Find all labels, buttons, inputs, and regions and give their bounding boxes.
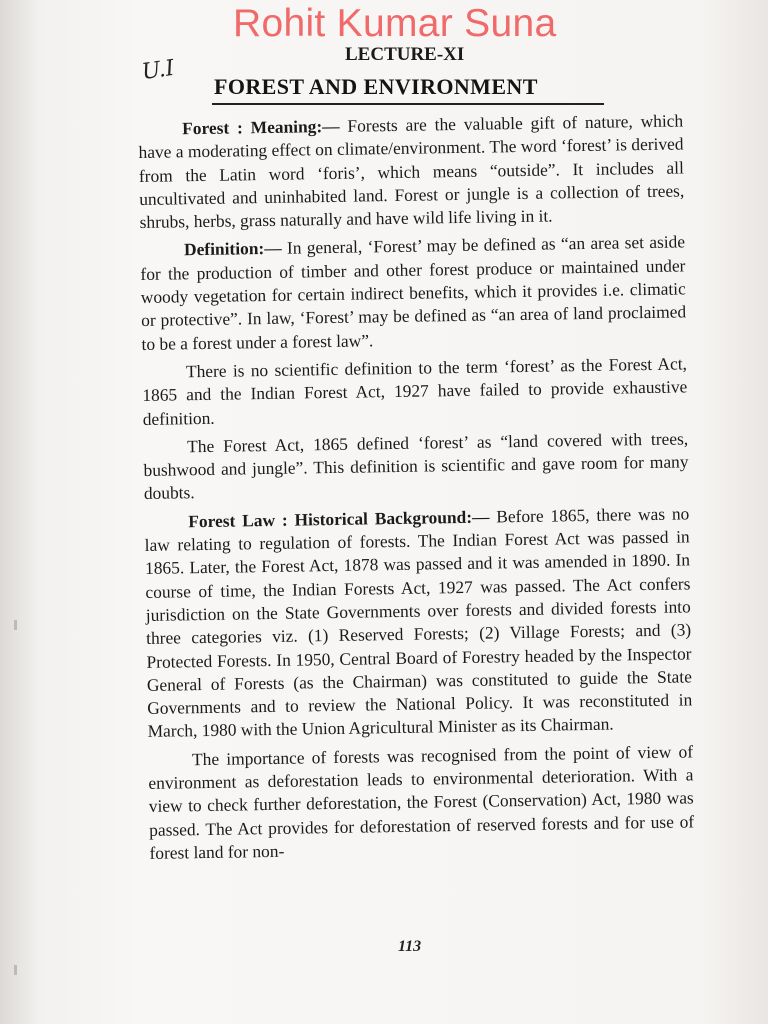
title-underline [212,103,604,105]
paragraph-no-scientific-definition [142,352,688,430]
paragraph-lead: Definition:— [183,238,282,260]
paragraph-text: The importance of forests was recognised from the point of view of environment as deforestation leads to environmental deterioration. With a view to check further deforestation, the Forest (Conservation) Act, 1980 was passed. The Act provides for deforestation of reserved forests and for use of forest land for non- [148,741,695,863]
lecture-number: LECTURE-XI [345,44,465,65]
paragraph-text: Before 1865, there was no law relating to regulation of forests. The Indian Forest Act was passed in 1865. Later, the Forest Act, 1878 was passed and it was amended in 1890. In course of time, the Indian Forests Act, 1927 was passed. The Act confers jurisdiction on the State Governments over forests and divided forests into three categories viz. (1) Reserved Forests; (2) Village Forests; and (3) Protected Forests. In 1950, Central Board of Forestry headed by the Inspector General of Forests (as the Chairman) was constituted to guide the State Governments and to review the National Policy. It was reconstituted in March, 1980 with the Union Agricultural Minister as its Chairman. [144,503,693,742]
body-text [138,109,695,870]
paragraph-lead: Forest Law : Historical Background:— [188,506,490,532]
paragraph-forest-meaning [138,109,685,234]
paragraph-lead: Forest : Meaning:— [182,115,340,139]
paragraph-historical-background [144,502,693,744]
scan-edge-mark [14,965,17,975]
page-title: FOREST AND ENVIRONMENT [214,74,538,99]
paragraph-text: In general, ‘Forest’ may be defined as “an area set aside for the production of timber and other forest produce or maintained under woody vegetation for certain indirect benefits, which it provides i.e. climatic or protective”. In law, ‘Forest’ may be defined as “an area of land proclaimed to be a forest under a forest law”. [140,231,687,354]
scan-edge-mark [14,620,17,630]
paragraph-definition [140,231,687,356]
paragraph-text: The Forest Act, 1865 defined ‘forest’ as “land covered with trees, bushwood and jungle”. This definition is scientific and gave room for many doubts. [143,428,689,504]
page-number: 113 [398,938,422,955]
paragraph-importance-of-forests [148,740,695,865]
watermark-name: Rohit Kumar Suna [233,2,557,45]
paragraph-text: There is no scientific definition to the term ‘forest’ as the Forest Act, 1865 and the Indian Forest Act, 1927 have failed to provide exhaustive definition. [142,353,688,429]
handwritten-unit-note: U.I [140,55,176,86]
paragraph-forest-act-1865 [143,427,689,505]
paragraph-text: Forests are the valuable gift of nature, which have a moderating effect on climate/environment. The word ‘forest’ is derived from the Latin word ‘foris’, which means “outside”. It includes all uncultivated and uninhabited land. Forest or jungle is a collection of trees, shrubs, herbs, grass naturally and have wild life living in it. [138,110,685,233]
